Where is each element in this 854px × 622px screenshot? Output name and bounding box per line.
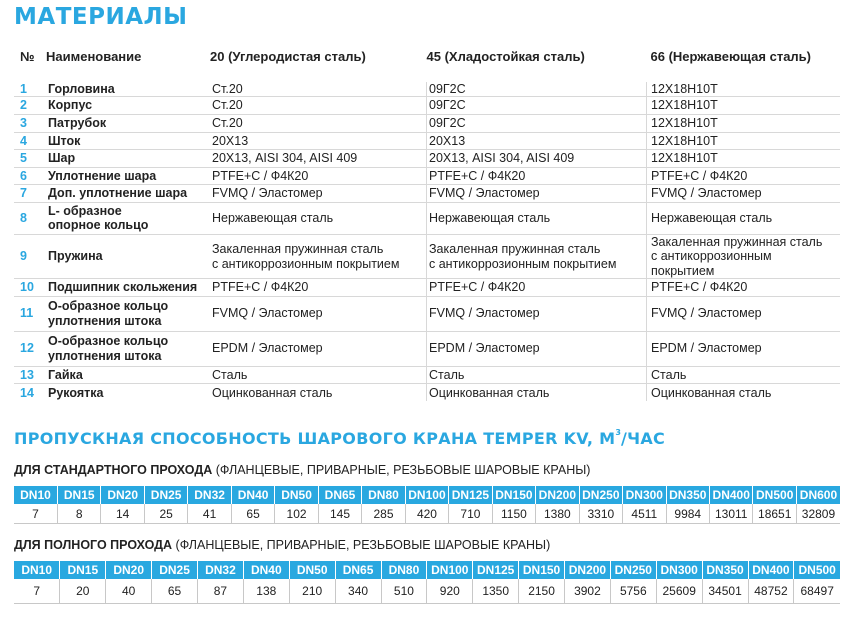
row-num: 1	[20, 82, 27, 96]
kv-value-cell: 18651	[753, 504, 796, 524]
dn-header-cell: DN400	[710, 486, 753, 504]
table-row	[14, 296, 840, 331]
cell-line2: с антикоррозионным покрытием	[212, 256, 400, 271]
cell-line2: с антикоррозионным покрытием	[429, 256, 617, 271]
standard-pass-label-bold: ДЛЯ СТАНДАРТНОГО ПРОХОДА	[14, 463, 213, 477]
row-name-line2: уплотнения штока	[48, 313, 162, 328]
cell-col2: EPDM / Эластомер	[427, 331, 647, 366]
dn-header-cell: DN500	[794, 561, 840, 579]
dn-header-cell: DN350	[702, 561, 748, 579]
dn-header-cell: DN80	[381, 561, 427, 579]
kv-value-cell: 1380	[536, 504, 579, 524]
row-num: 5	[20, 151, 27, 166]
dn-header-cell: DN80	[362, 486, 405, 504]
kv-value-cell: 32809	[796, 504, 840, 524]
dn-header-cell: DN20	[106, 561, 152, 579]
cell-col3: PTFE+C / Ф4К20	[651, 280, 748, 295]
header-name: Наименование	[46, 48, 142, 64]
cell-col2: PTFE+C / Ф4К20	[427, 279, 647, 297]
row-name: Шар	[48, 151, 76, 166]
table-row	[14, 331, 840, 366]
cell-col3: Нержавеющая сталь	[651, 211, 773, 226]
standard-pass-label-rest: (ФЛАНЦЕВЫЕ, ПРИВАРНЫЕ, РЕЗЬБОВЫЕ ШАРОВЫЕ КРАНЫ)	[212, 463, 591, 477]
kv-value-cell: 3902	[565, 579, 611, 604]
row-num: 6	[20, 168, 27, 183]
dn-header-cell: DN65	[318, 486, 361, 504]
cell-col1: Оцинкованная сталь	[210, 384, 427, 402]
dn-header-cell: DN125	[473, 561, 519, 579]
cell-col2: Сталь	[427, 366, 647, 384]
table-row	[14, 132, 840, 150]
standard-pass-label	[14, 463, 590, 477]
dn-header-cell: DN10	[14, 486, 57, 504]
kv-value-cell: 2150	[519, 579, 565, 604]
dn-header-cell: DN500	[753, 486, 796, 504]
row-num: 7	[20, 186, 27, 201]
kv-value-cell: 145	[318, 504, 361, 524]
full-pass-label	[14, 538, 550, 552]
dn-header-cell: DN20	[101, 486, 144, 504]
kv-value-cell: 138	[243, 579, 289, 604]
dn-header-cell: DN32	[188, 486, 231, 504]
table-row	[14, 114, 840, 132]
table-row	[14, 202, 840, 234]
row-name: Горловина	[48, 82, 115, 96]
row-name: Рукоятка	[48, 385, 104, 400]
row-num: 14	[20, 385, 34, 400]
dn-header-cell: DN150	[492, 486, 535, 504]
kv-value-cell: 14	[101, 504, 144, 524]
full-kv-row	[14, 579, 840, 604]
cell-col3: 12Х18Н10Т	[651, 82, 718, 96]
cell-col2: 09Г2С	[427, 97, 647, 115]
kv-value-cell: 41	[188, 504, 231, 524]
dn-header-cell: DN10	[14, 561, 60, 579]
dn-header-cell: DN400	[748, 561, 794, 579]
kv-value-cell: 1150	[492, 504, 535, 524]
row-num: 10	[20, 280, 34, 295]
cell-col3: 12Х18Н10Т	[651, 116, 718, 131]
capacity-title	[14, 428, 665, 448]
row-num: 9	[20, 249, 27, 264]
table-row	[14, 384, 840, 402]
row-num: 8	[20, 211, 27, 226]
kv-value-cell: 102	[275, 504, 318, 524]
row-name-line1: О-образное кольцо	[48, 299, 169, 314]
dn-header-cell: DN40	[231, 486, 274, 504]
kv-value-cell: 13011	[710, 504, 753, 524]
cell-col1: FVMQ / Эластомер	[210, 185, 427, 203]
standard-kv-row	[14, 504, 840, 524]
row-name-line1: L- образное	[48, 204, 122, 219]
cell-col2: 20Х13, AISI 304, AISI 409	[427, 150, 647, 168]
row-num: 2	[20, 98, 27, 113]
cell-col3: FVMQ / Эластомер	[651, 306, 762, 321]
cell-col1: EPDM / Эластомер	[210, 331, 427, 366]
row-name	[46, 202, 210, 234]
kv-value-cell: 920	[427, 579, 473, 604]
kv-value-cell: 1350	[473, 579, 519, 604]
capacity-title-suffix: /ЧАС	[620, 429, 666, 448]
row-name: Уплотнение шара	[48, 168, 157, 183]
dn-header-cell: DN40	[243, 561, 289, 579]
table-row	[14, 167, 840, 185]
row-num: 12	[20, 341, 34, 356]
dn-header-cell: DN200	[565, 561, 611, 579]
dn-header-cell: DN350	[666, 486, 709, 504]
dn-header-cell: DN250	[579, 486, 622, 504]
kv-value-cell: 65	[231, 504, 274, 524]
row-name: Пружина	[48, 249, 103, 264]
cell-col1: FVMQ / Эластомер	[210, 296, 427, 331]
row-name: Подшипник скольжения	[48, 280, 198, 295]
cell-col3	[647, 234, 841, 278]
dn-header-cell: DN100	[405, 486, 448, 504]
full-pass-label-rest: (ФЛАНЦЕВЫЕ, ПРИВАРНЫЕ, РЕЗЬБОВЫЕ ШАРОВЫЕ КРАНЫ)	[172, 538, 551, 552]
full-pass-label-bold: ДЛЯ ПОЛНОГО ПРОХОДА	[14, 538, 173, 552]
dn-header-cell: DN65	[335, 561, 381, 579]
row-name: Шток	[48, 133, 81, 148]
kv-value-cell: 25609	[656, 579, 702, 604]
dn-header-cell: DN125	[449, 486, 492, 504]
kv-value-cell: 340	[335, 579, 381, 604]
cell-line2: с антикоррозионным покрытием	[651, 249, 772, 278]
table-row	[14, 97, 840, 115]
cell-col2: FVMQ / Эластомер	[427, 185, 647, 203]
cell-col2: 20Х13	[427, 132, 647, 150]
cell-line1: Закаленная пружинная сталь	[212, 242, 384, 257]
dn-header-cell: DN25	[152, 561, 198, 579]
kv-value-cell: 68497	[794, 579, 840, 604]
table-row	[14, 366, 840, 384]
cell-col3: 12Х18Н10Т	[651, 98, 718, 113]
cell-col2: FVMQ / Эластомер	[427, 296, 647, 331]
cell-col1: Сталь	[210, 366, 427, 384]
kv-value-cell: 420	[405, 504, 448, 524]
cell-col1: PTFE+C / Ф4К20	[210, 279, 427, 297]
kv-value-cell: 87	[198, 579, 244, 604]
row-num: 3	[20, 116, 27, 131]
dn-header-cell: DN300	[623, 486, 666, 504]
row-num: 13	[20, 367, 34, 382]
row-num: 4	[20, 133, 27, 148]
kv-value-cell: 34501	[702, 579, 748, 604]
cell-col3: EPDM / Эластомер	[651, 341, 762, 356]
cell-line1: Закаленная пружинная сталь	[651, 234, 823, 249]
cell-col1: PTFE+C / Ф4К20	[210, 167, 427, 185]
cell-col3: Оцинкованная сталь	[651, 385, 772, 400]
cell-col1: Ст.20	[210, 76, 427, 97]
kv-value-cell: 65	[152, 579, 198, 604]
table-row	[14, 150, 840, 168]
kv-value-cell: 7	[14, 579, 60, 604]
standard-dn-row	[14, 486, 840, 504]
dn-header-cell: DN32	[198, 561, 244, 579]
kv-value-cell: 7	[14, 504, 57, 524]
kv-value-cell: 25	[144, 504, 187, 524]
standard-kv-table	[14, 486, 840, 524]
dn-header-cell: DN25	[144, 486, 187, 504]
dn-header-cell: DN50	[289, 561, 335, 579]
cell-col1: 20Х13, AISI 304, AISI 409	[210, 150, 427, 168]
kv-value-cell: 48752	[748, 579, 794, 604]
kv-value-cell: 40	[106, 579, 152, 604]
row-name: Корпус	[48, 98, 93, 113]
dn-header-cell: DN15	[60, 561, 106, 579]
kv-value-cell: 210	[289, 579, 335, 604]
cell-line1: Закаленная пружинная сталь	[429, 242, 601, 257]
full-dn-row	[14, 561, 840, 579]
row-name	[46, 296, 210, 331]
cell-col3: PTFE+C / Ф4К20	[651, 168, 748, 183]
dn-header-cell: DN15	[57, 486, 100, 504]
row-num: 11	[20, 306, 34, 321]
dn-header-cell: DN200	[536, 486, 579, 504]
cell-col2: Нержавеющая сталь	[427, 202, 647, 234]
table-row	[14, 76, 840, 97]
kv-value-cell: 710	[449, 504, 492, 524]
kv-value-cell: 5756	[610, 579, 656, 604]
kv-value-cell: 285	[362, 504, 405, 524]
dn-header-cell: DN250	[610, 561, 656, 579]
cell-col1: Ст.20	[210, 97, 427, 115]
cell-col3: Сталь	[651, 367, 687, 382]
dn-header-cell: DN150	[519, 561, 565, 579]
dn-header-cell: DN100	[427, 561, 473, 579]
header-col3: 66 (Нержавеющая сталь)	[650, 48, 812, 64]
header-col2: 45 (Хладостойкая сталь)	[426, 48, 585, 64]
cell-col2: PTFE+C / Ф4К20	[427, 167, 647, 185]
kv-value-cell: 510	[381, 579, 427, 604]
materials-title: МАТЕРИАЛЫ	[14, 4, 188, 30]
capacity-title-sup: 3	[615, 428, 621, 437]
row-name-line2: уплотнения штока	[48, 348, 162, 363]
cell-col2: 09Г2С	[427, 76, 647, 97]
kv-value-cell: 9984	[666, 504, 709, 524]
cell-col2	[427, 234, 647, 278]
cell-col3: 12Х18Н10Т	[651, 133, 718, 148]
cell-col1: 20Х13	[210, 132, 427, 150]
cell-col1: Нержавеющая сталь	[210, 202, 427, 234]
capacity-title-text: ПРОПУСКНАЯ СПОСОБНОСТЬ ШАРОВОГО КРАНА TEMPER KV, М	[14, 429, 616, 448]
table-row	[14, 185, 840, 203]
materials-table	[14, 44, 840, 401]
cell-col2: 09Г2С	[427, 114, 647, 132]
row-name	[46, 331, 210, 366]
cell-col3: 12Х18Н10Т	[651, 151, 718, 166]
kv-value-cell: 8	[57, 504, 100, 524]
kv-value-cell: 3310	[579, 504, 622, 524]
full-kv-table	[14, 561, 840, 604]
table-row	[14, 234, 840, 278]
table-row	[14, 279, 840, 297]
cell-col1	[210, 234, 427, 278]
cell-col2: Оцинкованная сталь	[427, 384, 647, 402]
row-name-line1: О-образное кольцо	[48, 334, 169, 349]
row-name: Патрубок	[48, 116, 107, 131]
row-name: Гайка	[48, 367, 83, 382]
kv-value-cell: 20	[60, 579, 106, 604]
cell-col1: Ст.20	[210, 114, 427, 132]
cell-col3: FVMQ / Эластомер	[651, 186, 762, 201]
dn-header-cell: DN300	[656, 561, 702, 579]
row-name: Доп. уплотнение шара	[48, 186, 188, 201]
kv-value-cell: 4511	[623, 504, 666, 524]
header-col1: 20 (Углеродистая сталь)	[210, 48, 366, 64]
row-name-line2: опорное кольцо	[48, 218, 149, 233]
materials-header-row	[14, 44, 840, 76]
dn-header-cell: DN50	[275, 486, 318, 504]
header-num: №	[20, 48, 35, 64]
dn-header-cell: DN600	[796, 486, 840, 504]
